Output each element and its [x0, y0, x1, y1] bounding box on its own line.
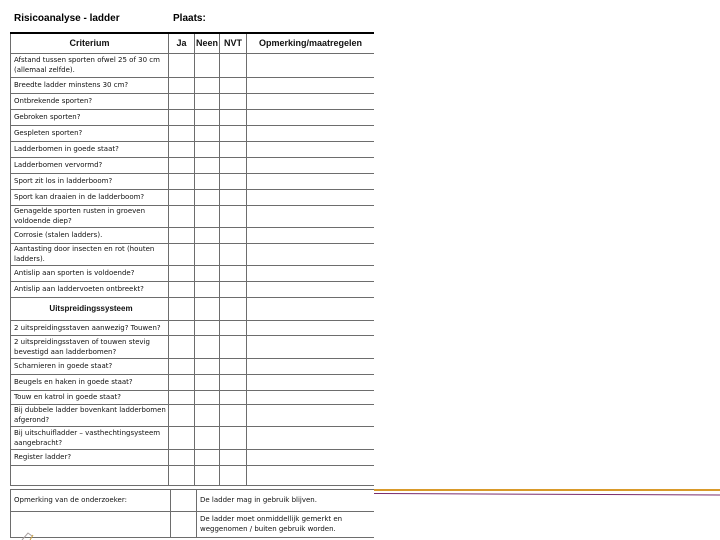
nvt-cell[interactable] — [220, 243, 247, 265]
option1-text: De ladder mag in gebruik blijven. — [197, 490, 375, 512]
criterium-cell: Afstand tussen sporten ofwel 25 of 30 cm (allemaal zelfde). — [11, 53, 169, 77]
ja-cell[interactable] — [169, 205, 195, 227]
neen-cell[interactable] — [195, 141, 220, 157]
opmerking-cell[interactable] — [247, 53, 375, 77]
column-header-opmerking: Opmerking/maatregelen — [247, 33, 375, 53]
table-row — [11, 125, 375, 141]
criterium-cell: Antislip aan laddervoeten ontbreekt? — [11, 281, 169, 297]
opmerking-cell[interactable] — [247, 125, 375, 141]
nvt-cell[interactable] — [220, 173, 247, 189]
ja-cell[interactable] — [169, 227, 195, 243]
column-header-nvt: NVT — [220, 33, 247, 53]
ja-cell[interactable] — [169, 141, 195, 157]
opmerking-cell[interactable] — [247, 141, 375, 157]
opmerking-cell[interactable] — [247, 157, 375, 173]
ja-cell[interactable] — [169, 93, 195, 109]
criterium-cell: Genagelde sporten rusten in groeven voldoende diep? — [11, 205, 169, 227]
neen-cell[interactable] — [195, 265, 220, 281]
ja-cell[interactable] — [169, 77, 195, 93]
section-title: Uitspreidingssysteem — [11, 297, 169, 320]
neen-cell[interactable] — [195, 125, 220, 141]
neen-cell[interactable] — [195, 426, 220, 449]
neen-cell[interactable] — [195, 465, 220, 485]
ja-cell[interactable] — [169, 335, 195, 358]
table-row — [11, 53, 375, 77]
footer-spacer — [11, 512, 171, 538]
decorative-arrow-icon — [20, 530, 34, 540]
table-row — [11, 449, 375, 465]
table-row — [11, 335, 375, 358]
criterium-cell: Ladderbomen vervormd? — [11, 157, 169, 173]
footer-table — [10, 489, 374, 538]
place-label: Plaats: — [173, 13, 206, 24]
opmerking-cell[interactable] — [247, 465, 375, 485]
opmerking-cell[interactable] — [247, 449, 375, 465]
criterium-cell: Ladderbomen in goede staat? — [11, 141, 169, 157]
criterium-cell: Scharnieren in goede staat? — [11, 358, 169, 374]
table-row — [11, 358, 375, 374]
ja-cell[interactable] — [169, 189, 195, 205]
nvt-cell[interactable] — [220, 53, 247, 77]
nvt-cell[interactable] — [220, 189, 247, 205]
ja-cell[interactable] — [169, 281, 195, 297]
ja-cell[interactable] — [169, 157, 195, 173]
criterium-cell: Bij uitschuifladder – vasthechtingsysteem aangebracht? — [11, 426, 169, 449]
neen-cell[interactable] — [195, 243, 220, 265]
neen-cell[interactable] — [195, 320, 220, 335]
ja-cell[interactable] — [169, 173, 195, 189]
nvt-cell[interactable] — [220, 404, 247, 426]
table-row — [11, 205, 375, 227]
nvt-cell[interactable] — [220, 93, 247, 109]
neen-cell[interactable] — [195, 205, 220, 227]
ja-cell[interactable] — [169, 465, 195, 485]
table-row — [11, 93, 375, 109]
criterium-cell: Gespleten sporten? — [11, 125, 169, 141]
ja-cell[interactable] — [169, 320, 195, 335]
table-row — [11, 227, 375, 243]
nvt-cell[interactable] — [220, 358, 247, 374]
neen-cell[interactable] — [195, 281, 220, 297]
neen-cell[interactable] — [195, 189, 220, 205]
table-row — [11, 77, 375, 93]
criterium-cell: Sport zit los in ladderboom? — [11, 173, 169, 189]
option1-checkbox[interactable] — [171, 490, 197, 512]
criterium-cell: Register ladder? — [11, 449, 169, 465]
column-header-ja: Ja — [169, 33, 195, 53]
nvt-cell[interactable] — [220, 426, 247, 449]
neen-cell[interactable] — [195, 374, 220, 390]
ja-cell[interactable] — [169, 265, 195, 281]
nvt-cell[interactable] — [220, 320, 247, 335]
opmerking-cell[interactable] — [247, 227, 375, 243]
nvt-cell[interactable] — [220, 77, 247, 93]
table-row — [11, 374, 375, 390]
ja-cell[interactable] — [169, 426, 195, 449]
neen-cell[interactable] — [195, 449, 220, 465]
opmerking-cell[interactable] — [247, 281, 375, 297]
neen-cell[interactable] — [195, 358, 220, 374]
criterium-cell: Aantasting door insecten en rot (houten ladders). — [11, 243, 169, 265]
neen-cell[interactable] — [195, 173, 220, 189]
criterium-cell: Touw en katrol in goede staat? — [11, 390, 169, 404]
table-row — [11, 390, 375, 404]
opmerking-cell[interactable] — [247, 93, 375, 109]
criterium-cell: Gebroken sporten? — [11, 109, 169, 125]
criterium-cell: Beugels en haken in goede staat? — [11, 374, 169, 390]
opmerking-cell[interactable] — [247, 390, 375, 404]
ja-cell[interactable] — [169, 404, 195, 426]
criterium-cell: Antislip aan sporten is voldoende? — [11, 265, 169, 281]
table-row — [11, 243, 375, 265]
opmerking-cell[interactable] — [247, 335, 375, 358]
nvt-cell[interactable] — [220, 281, 247, 297]
ja-cell[interactable] — [169, 390, 195, 404]
ja-cell[interactable] — [169, 53, 195, 77]
neen-cell[interactable] — [195, 404, 220, 426]
table-row — [11, 141, 375, 157]
opmerking-cell[interactable] — [247, 374, 375, 390]
criterium-cell: Corrosie (stalen ladders). — [11, 227, 169, 243]
nvt-cell[interactable] — [220, 265, 247, 281]
table-row — [11, 109, 375, 125]
table-row — [11, 281, 375, 297]
neen-cell[interactable] — [195, 53, 220, 77]
opmerking-cell[interactable] — [247, 265, 375, 281]
remark-label: Opmerking van de onderzoeker: — [11, 490, 171, 512]
nvt-cell[interactable] — [220, 297, 247, 320]
neen-cell[interactable] — [195, 227, 220, 243]
table-row — [11, 465, 375, 485]
ja-cell[interactable] — [169, 449, 195, 465]
opmerking-cell[interactable] — [247, 173, 375, 189]
opmerking-cell[interactable] — [247, 404, 375, 426]
table-row — [11, 404, 375, 426]
opmerking-cell[interactable] — [247, 320, 375, 335]
nvt-cell[interactable] — [220, 157, 247, 173]
column-header-criterium: Criterium — [11, 33, 169, 53]
table-row — [11, 320, 375, 335]
ja-cell[interactable] — [169, 109, 195, 125]
nvt-cell[interactable] — [220, 374, 247, 390]
opmerking-cell[interactable] — [247, 205, 375, 227]
table-row — [11, 265, 375, 281]
criterium-cell: Ontbrekende sporten? — [11, 93, 169, 109]
opmerking-cell[interactable] — [247, 243, 375, 265]
ja-cell[interactable] — [169, 125, 195, 141]
neen-cell[interactable] — [195, 335, 220, 358]
nvt-cell[interactable] — [220, 109, 247, 125]
checklist-rows — [11, 53, 375, 485]
neen-cell[interactable] — [195, 77, 220, 93]
option2-checkbox[interactable] — [171, 512, 197, 538]
neen-cell[interactable] — [195, 157, 220, 173]
risk-analysis-sheet — [10, 10, 374, 540]
nvt-cell[interactable] — [220, 390, 247, 404]
criterium-cell: Bij dubbele ladder bovenkant ladderbomen afgerond? — [11, 404, 169, 426]
criterium-cell: Breedte ladder minstens 30 cm? — [11, 77, 169, 93]
opmerking-cell[interactable] — [247, 358, 375, 374]
table-row — [11, 157, 375, 173]
sheet-title: Risicoanalyse - ladder — [14, 13, 120, 24]
neen-cell[interactable] — [195, 93, 220, 109]
nvt-cell[interactable] — [220, 205, 247, 227]
criterium-cell — [11, 465, 169, 485]
ja-cell[interactable] — [169, 358, 195, 374]
column-header-neen: Neen — [195, 33, 220, 53]
neen-cell[interactable] — [195, 297, 220, 320]
table-row — [11, 426, 375, 449]
criterium-cell: 2 uitspreidingsstaven aanwezig? Touwen? — [11, 320, 169, 335]
checklist-table — [10, 32, 374, 486]
neen-cell[interactable] — [195, 109, 220, 125]
neen-cell[interactable] — [195, 390, 220, 404]
sheet-header — [10, 10, 374, 30]
opmerking-cell[interactable] — [247, 109, 375, 125]
footer-section — [10, 489, 374, 538]
section-row — [11, 297, 375, 320]
criterium-cell: 2 uitspreidingsstaven of touwen stevig bevestigd aan ladderbomen? — [11, 335, 169, 358]
ja-cell[interactable] — [169, 297, 195, 320]
opmerking-cell[interactable] — [247, 77, 375, 93]
nvt-cell[interactable] — [220, 227, 247, 243]
table-row — [11, 189, 375, 205]
option2-text: De ladder moet onmiddellijk gemerkt en weggenomen / buiten gebruik worden. — [197, 512, 375, 538]
opmerking-cell[interactable] — [247, 189, 375, 205]
opmerking-cell[interactable] — [247, 297, 375, 320]
opmerking-cell[interactable] — [247, 426, 375, 449]
decorative-purple-line — [374, 493, 720, 496]
nvt-cell[interactable] — [220, 465, 247, 485]
nvt-cell[interactable] — [220, 125, 247, 141]
ja-cell[interactable] — [169, 374, 195, 390]
nvt-cell[interactable] — [220, 449, 247, 465]
table-row — [11, 173, 375, 189]
nvt-cell[interactable] — [220, 141, 247, 157]
ja-cell[interactable] — [169, 243, 195, 265]
criterium-cell: Sport kan draaien in de ladderboom? — [11, 189, 169, 205]
decorative-orange-line — [374, 489, 720, 491]
nvt-cell[interactable] — [220, 335, 247, 358]
